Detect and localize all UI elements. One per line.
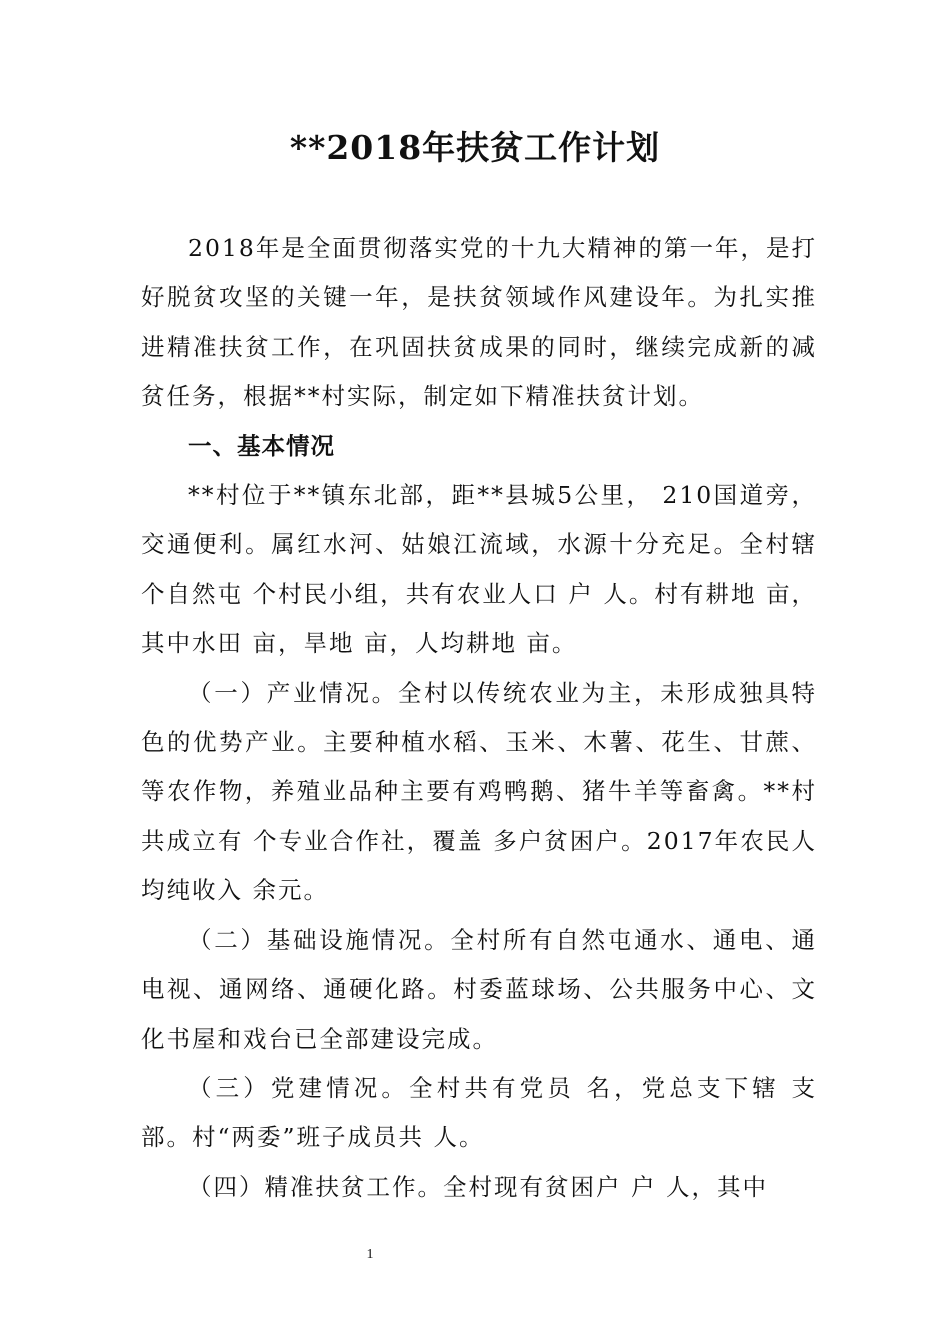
section-heading-basic-situation: 一、基本情况 [188, 431, 335, 460]
document-body [141, 224, 817, 1212]
paragraph-infrastructure: （二）基础设施情况。全村所有自然屯通水、通电、通电视、通网络、通硬化路。村委蓝球场、公共服务中心、文化书屋和戏台已全部建设完成。 [141, 925, 817, 1053]
paragraph-industry: （一）产业情况。全村以传统农业为主，未形成独具特色的优势产业。主要种植水稻、玉米、木薯、花生、甘蔗、等农作物，养殖业品种主要有鸡鸭鹅、猪牛羊等畜禽。**村共成立有 个专业合作社，覆盖 多户贫困户。2017年农民人均纯收入 余元。 [141, 678, 817, 905]
document-title: **2018年扶贫工作计划 [289, 128, 661, 167]
paragraph-intro: 2018年是全面贯彻落实党的十九大精神的第一年，是打好脱贫攻坚的关键一年，是扶贫领域作风建设年。为扎实推进精准扶贫工作，在巩固扶贫成果的同时，继续完成新的减贫任务，根据**村实际，制定如下精准扶贫计划。 [141, 234, 817, 411]
paragraph-location: **村位于**镇东北部，距**县城5公里， 210国道旁，交通便利。属红水河、姑娘江流域，水源十分充足。全村辖 个自然屯 个村民小组，共有农业人口 户 人。村有耕地 亩，其中水田 亩，旱地 亩，人均耕地 亩。 [141, 481, 817, 658]
page-number: 1 [366, 1247, 374, 1262]
paragraph-poverty-alleviation: （四）精准扶贫工作。全村现有贫困户 户 人，其中 [188, 1172, 768, 1201]
paragraph-party-building: （三）党建情况。全村共有党员 名，党总支下辖 支部。村“两委”班子成员共 人。 [141, 1073, 817, 1152]
